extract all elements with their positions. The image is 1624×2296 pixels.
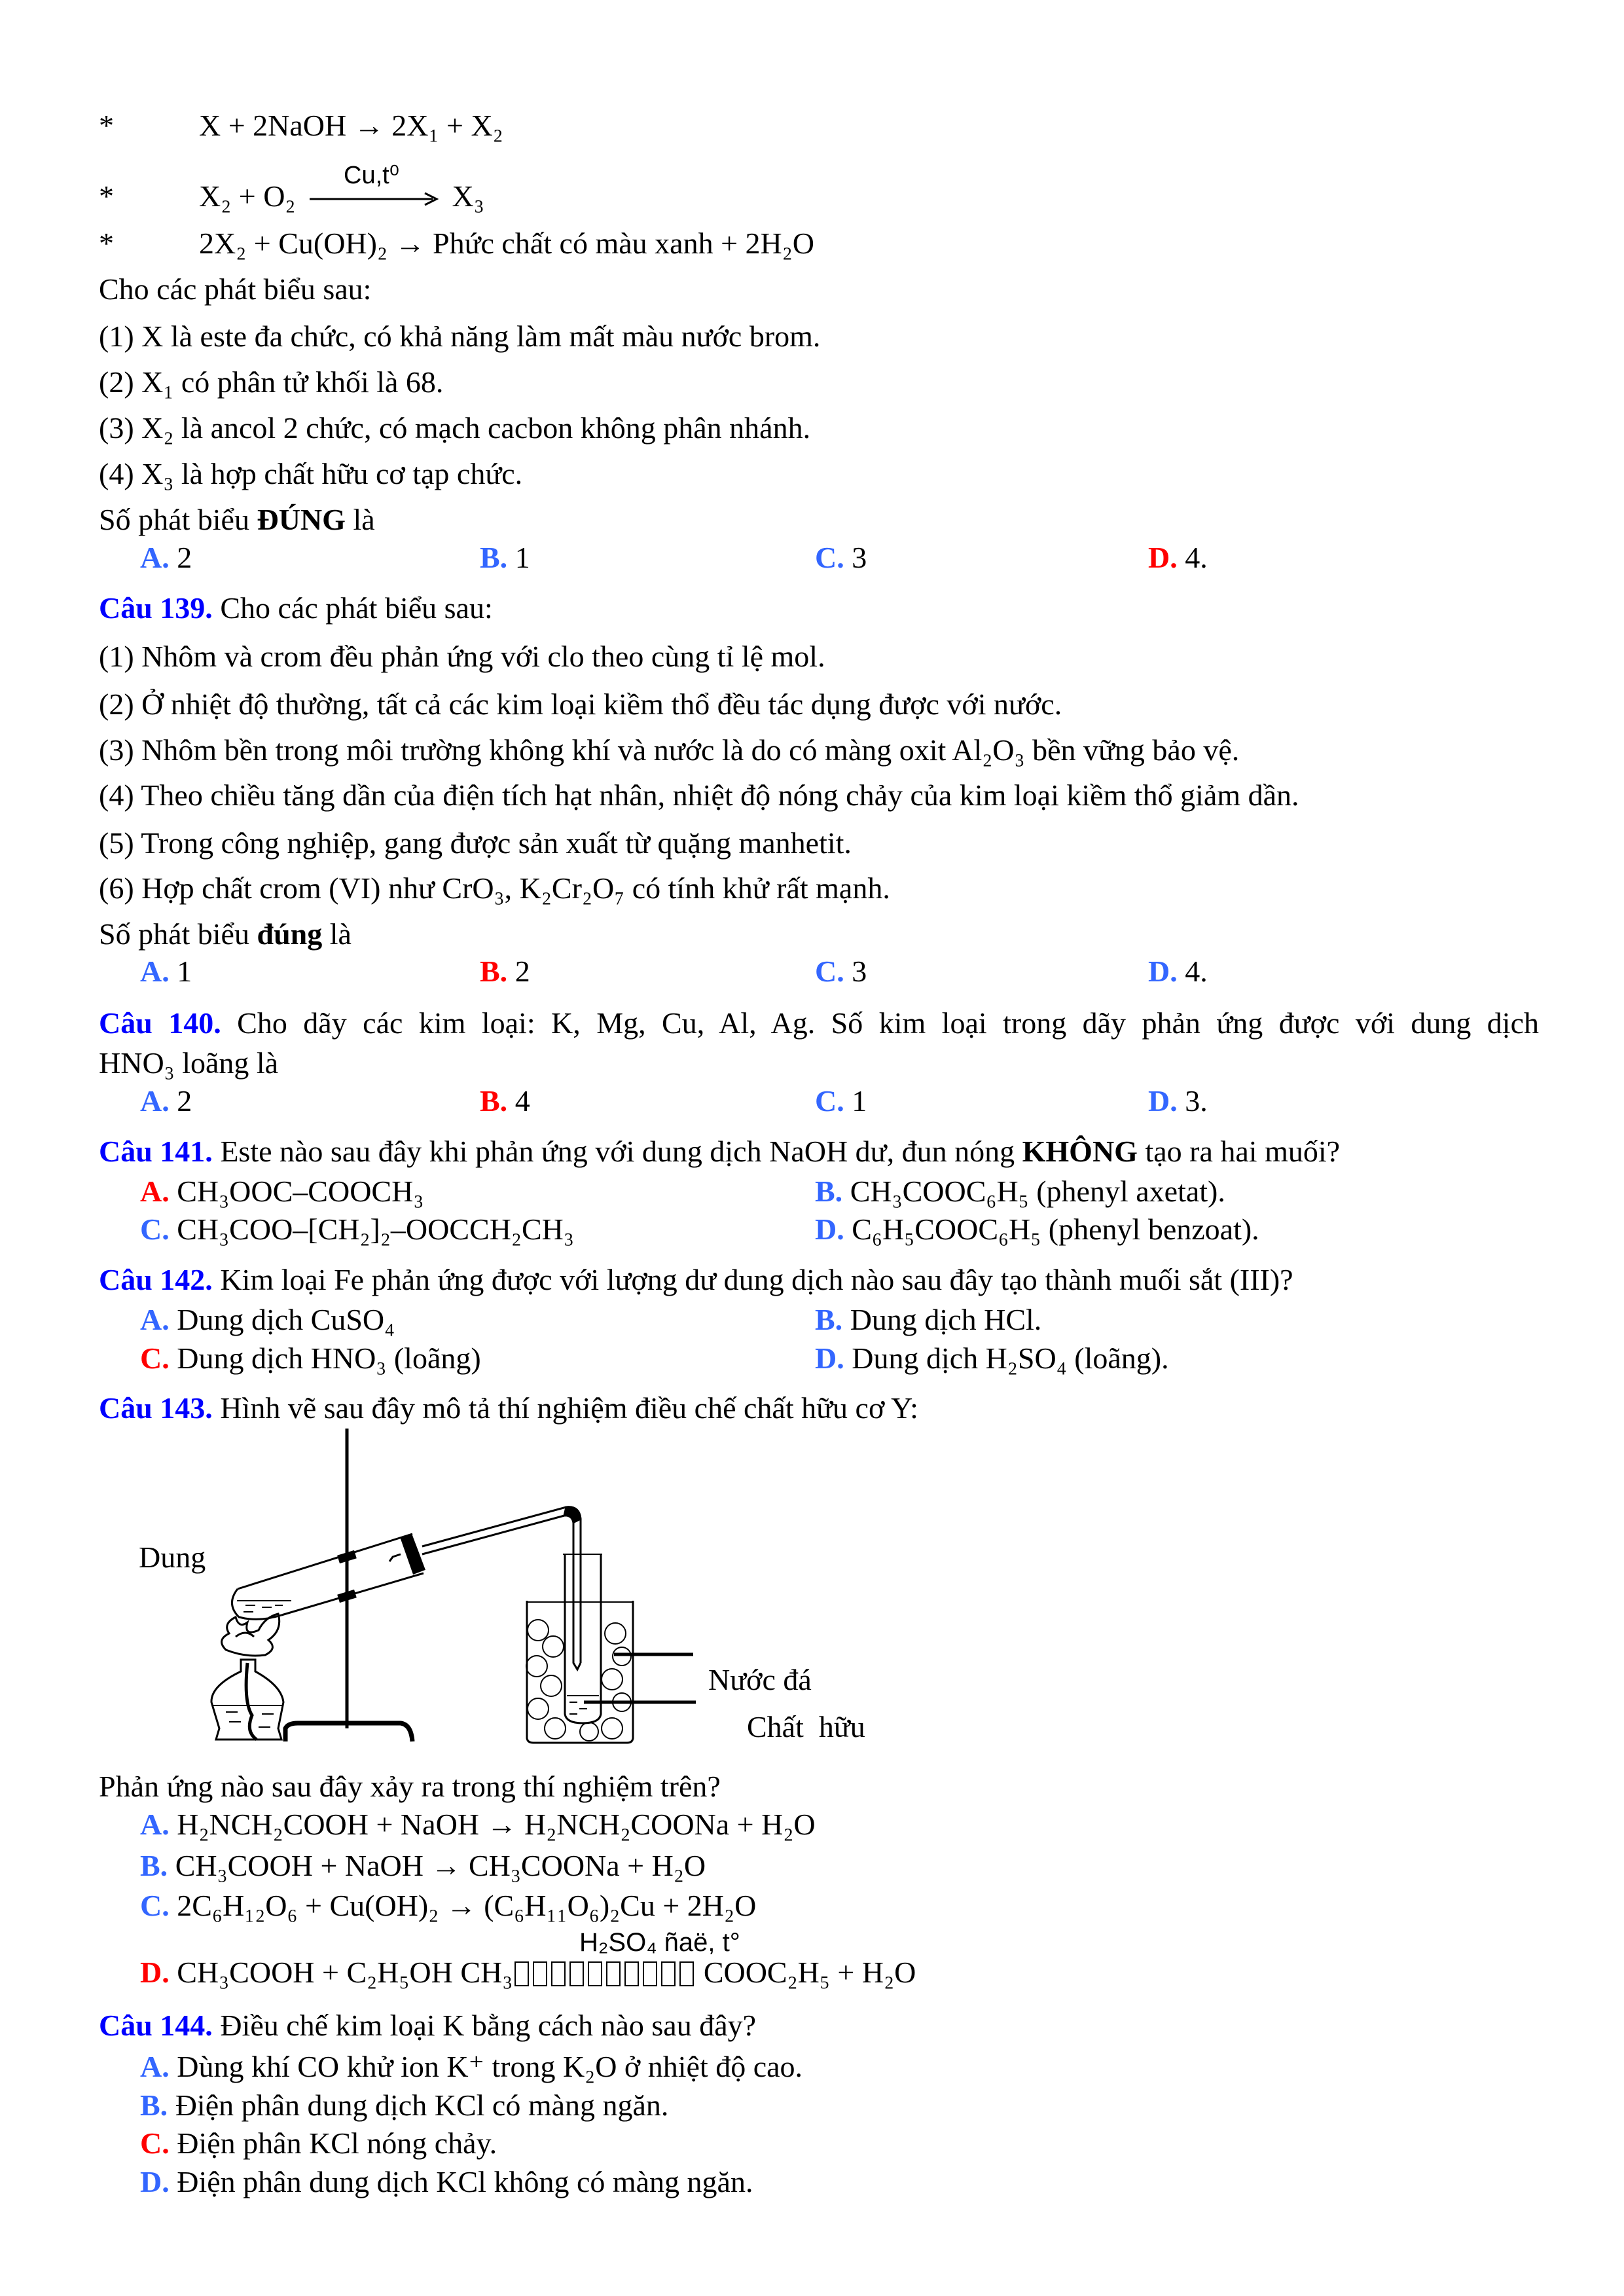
question-text: Este nào sau đây khi phản ứng với dung dịch NaOH dư, đun nóng	[212, 1135, 1022, 1168]
option-text: 1	[844, 1084, 867, 1118]
option-text: CH₃COOH + C₂H₅OH CH₃	[169, 1956, 513, 1989]
reaction-2-right: X₃	[452, 179, 484, 213]
option-d[interactable]	[1148, 949, 1208, 994]
option-letter: A.	[140, 1303, 170, 1336]
option-letter: C.	[140, 2126, 170, 2160]
option-letter: B.	[815, 1303, 843, 1336]
ask-text: là	[345, 503, 375, 536]
option-text: Dung dịch HNO₃ (loãng)	[169, 1341, 481, 1375]
statement: (6) Hợp chất crom (VI) như CrO₃, K₂Cr₂O₇ có tính khử rất mạnh.	[99, 871, 890, 905]
option-text: H₂NCH₂COOH + NaOH → H₂NCH₂COONa + H₂O	[169, 1808, 816, 1841]
option-d[interactable]	[815, 1336, 1169, 1381]
question-139	[99, 585, 493, 631]
flame	[222, 1614, 280, 1656]
option-c[interactable]	[140, 1883, 756, 1929]
intro-text: Cho các phát biểu sau:	[99, 272, 372, 306]
question-label: Câu 144.	[99, 2009, 213, 2042]
statement: (2) Ở nhiệt độ thường, tất cả các kim loại kiềm thổ đều tác dụng được với nước.	[99, 687, 1062, 721]
option-letter: A.	[140, 1084, 170, 1118]
option-text: 4.	[1177, 955, 1208, 988]
reaction-2	[199, 173, 484, 219]
question-label: Câu 142.	[99, 1263, 213, 1296]
figure-label-organic-product: Chất hữu	[747, 1710, 865, 1743]
option-letter: D.	[1148, 955, 1178, 988]
option-d[interactable]	[140, 2159, 753, 2205]
option-c[interactable]	[140, 1207, 574, 1252]
option-letter: C.	[815, 1084, 844, 1118]
option-letter: A.	[140, 1808, 170, 1841]
option-letter: D.	[140, 1956, 170, 1989]
question-143	[99, 1385, 918, 1431]
option-letter: A.	[140, 541, 170, 574]
option-text: Dùng khí CO khử ion K⁺ trong K₂O ở nhiệt độ cao.	[169, 2050, 803, 2083]
option-b[interactable]	[480, 1078, 530, 1124]
statement: (4) X₃ là hợp chất hữu cơ tạp chức.	[99, 457, 523, 490]
option-text: 3	[844, 541, 867, 574]
question-text: Cho các phát biểu sau:	[212, 591, 493, 625]
option-letter: D.	[1148, 541, 1178, 574]
label-lines	[584, 1654, 696, 1702]
option-letter: B.	[815, 1175, 843, 1208]
option-letter: B.	[480, 1084, 508, 1118]
statement: (3) Nhôm bền trong môi trường không khí và nước là do có màng oxit Al₂O₃ bền vững bảo vệ.	[99, 733, 1240, 767]
reaction-condition: H₂SO₄ ñaë, t°	[579, 1928, 740, 1957]
ask-text: Số phát biểu	[99, 503, 257, 536]
option-text: 4.	[1177, 541, 1208, 574]
reaction-arrow-glyphs	[513, 1956, 696, 1989]
test-tube	[232, 1534, 424, 1619]
question-144	[99, 2003, 756, 2049]
option-a[interactable]	[140, 1802, 816, 1848]
question-label: Câu 140.	[99, 1006, 221, 1040]
option-c[interactable]	[815, 1078, 867, 1124]
question-text: Điều chế kim loại K bằng cách nào sau đây?	[212, 2009, 757, 2042]
ask-text: là	[322, 917, 352, 951]
option-text: CH₃COOC₆H₅ (phenyl axetat).	[842, 1175, 1225, 1208]
statement: (1) Nhôm và crom đều phản ứng với clo theo cùng tỉ lệ mol.	[99, 640, 825, 673]
option-text: Dung dịch H₂SO₄ (loãng).	[844, 1341, 1169, 1375]
option-text: 3	[844, 955, 867, 988]
option-text: COOC₂H₅ + H₂O	[696, 1956, 916, 1989]
option-d[interactable]	[815, 1207, 1259, 1252]
option-letter: D.	[140, 2165, 170, 2198]
delivery-tube	[422, 1507, 581, 1669]
question-ask	[99, 911, 352, 957]
option-text: CH₃COO–[CH₂]₂–OOCCH₂CH₃	[169, 1212, 574, 1246]
question-text: Cho dãy các kim loại: K, Mg, Cu, Al, Ag. Số kim loại trong dãy phản ứng được với dung dịch	[221, 1006, 1539, 1040]
bullet-star: *	[99, 109, 114, 142]
reaction-2-left: X₂ + O₂	[199, 179, 296, 213]
option-letter: A.	[140, 955, 170, 988]
option-letter: D.	[815, 1341, 844, 1375]
option-b[interactable]	[140, 1843, 706, 1889]
question-141	[99, 1129, 1340, 1175]
statement: (2) X₁ có phân tử khối là 68.	[99, 365, 444, 399]
option-c[interactable]	[140, 1336, 481, 1381]
question-text-cont: HNO₃ loãng là	[99, 1046, 279, 1080]
reaction-2-condition: Cu,t⁰	[344, 162, 399, 189]
option-b[interactable]	[480, 535, 530, 581]
option-letter: D.	[815, 1212, 844, 1246]
ask-emphasis: đúng	[257, 917, 323, 951]
option-text: 1	[507, 541, 530, 574]
ask-emphasis: ĐÚNG	[257, 503, 346, 536]
reaction-1: X + 2NaOH → 2X₁ + X₂	[199, 109, 503, 142]
option-letter: C.	[815, 541, 844, 574]
option-text: CH₃COOH + NaOH → CH₃COONa + H₂O	[168, 1849, 706, 1882]
option-d[interactable]	[1148, 535, 1208, 581]
option-d[interactable]	[1148, 1078, 1208, 1124]
option-text: Điện phân KCl nóng chảy.	[169, 2126, 497, 2160]
figure-label-ice-water: Nước đá	[708, 1663, 812, 1696]
ask-text: Số phát biểu	[99, 917, 257, 951]
option-c[interactable]	[815, 949, 867, 994]
question-ask: Phản ứng nào sau đây xảy ra trong thí nghiệm trên?	[99, 1770, 721, 1803]
option-text: CH₃OOC–COOCH₃	[169, 1175, 424, 1208]
question-emphasis: KHÔNG	[1022, 1135, 1138, 1168]
option-text: Điện phân dung dịch KCl không có màng ngăn.	[169, 2165, 753, 2198]
retort-stand	[285, 1429, 412, 1741]
figure-label-solution: Dung	[139, 1540, 206, 1574]
alcohol-lamp	[211, 1660, 283, 1740]
option-letter: C.	[140, 1212, 170, 1246]
option-text: Dung dịch CuSO₄	[169, 1303, 395, 1336]
option-text: Dung dịch HCl.	[842, 1303, 1042, 1336]
option-text: Điện phân dung dịch KCl có màng ngăn.	[168, 2088, 669, 2122]
option-c[interactable]	[815, 535, 867, 581]
option-letter: C.	[140, 1341, 170, 1375]
question-label: Câu 139.	[99, 591, 213, 625]
option-letter: B.	[140, 2088, 168, 2122]
option-letter: C.	[140, 1889, 170, 1922]
bullet-star: *	[99, 179, 114, 213]
bullet-star: *	[99, 227, 114, 260]
question-text: Hình vẽ sau đây mô tả thí nghiệm điều chế chất hữu cơ Y:	[212, 1391, 918, 1425]
reaction-3: 2X₂ + Cu(OH)₂ → Phức chất có màu xanh + 2H₂O	[199, 227, 814, 260]
question-label: Câu 141.	[99, 1135, 213, 1168]
question-142	[99, 1257, 1293, 1303]
option-text: 2	[169, 1084, 192, 1118]
ice-beaker	[526, 1554, 633, 1743]
question-text: Kim loại Fe phản ứng được với lượng dư dung dịch nào sau đây tạo thành muối sắt (III)?	[212, 1263, 1293, 1296]
option-text: 2	[169, 541, 192, 574]
option-letter: A.	[140, 1175, 170, 1208]
option-letter: D.	[1148, 1084, 1178, 1118]
statement: (5) Trong công nghiệp, gang được sản xuất từ quặng manhetit.	[99, 826, 852, 860]
option-letter: C.	[815, 955, 844, 988]
option-a[interactable]	[140, 949, 192, 994]
option-b[interactable]	[480, 949, 530, 994]
option-text: C₆H₅COOC₆H₅ (phenyl benzoat).	[844, 1212, 1259, 1246]
option-letter: B.	[480, 955, 508, 988]
option-text: 3.	[1177, 1084, 1208, 1118]
option-text: 1	[169, 955, 192, 988]
arrow-icon	[308, 189, 439, 209]
statement: (3) X₂ là ancol 2 chức, có mạch cacbon không phân nhánh.	[99, 411, 811, 445]
option-letter: B.	[480, 541, 508, 574]
statement: (4) Theo chiều tăng dần của điện tích hạt nhân, nhiệt độ nóng chảy của kim loại kiềm thổ giảm dần.	[99, 778, 1299, 812]
question-140	[99, 1000, 1539, 1046]
option-text: 2C₆H₁₂O₆ + Cu(OH)₂ → (C₆H₁₁O₆)₂Cu + 2H₂O	[169, 1889, 757, 1922]
option-letter: B.	[140, 1849, 168, 1882]
option-a[interactable]	[140, 1078, 192, 1124]
option-text: 2	[507, 955, 530, 988]
question-text: tạo ra hai muối?	[1137, 1135, 1341, 1168]
option-letter: A.	[140, 2050, 170, 2083]
option-d[interactable]	[140, 1950, 916, 1995]
option-a[interactable]	[140, 535, 192, 581]
statement: (1) X là este đa chức, có khả năng làm mất màu nước brom.	[99, 319, 821, 353]
option-text: 4	[507, 1084, 530, 1118]
question-label: Câu 143.	[99, 1391, 213, 1425]
